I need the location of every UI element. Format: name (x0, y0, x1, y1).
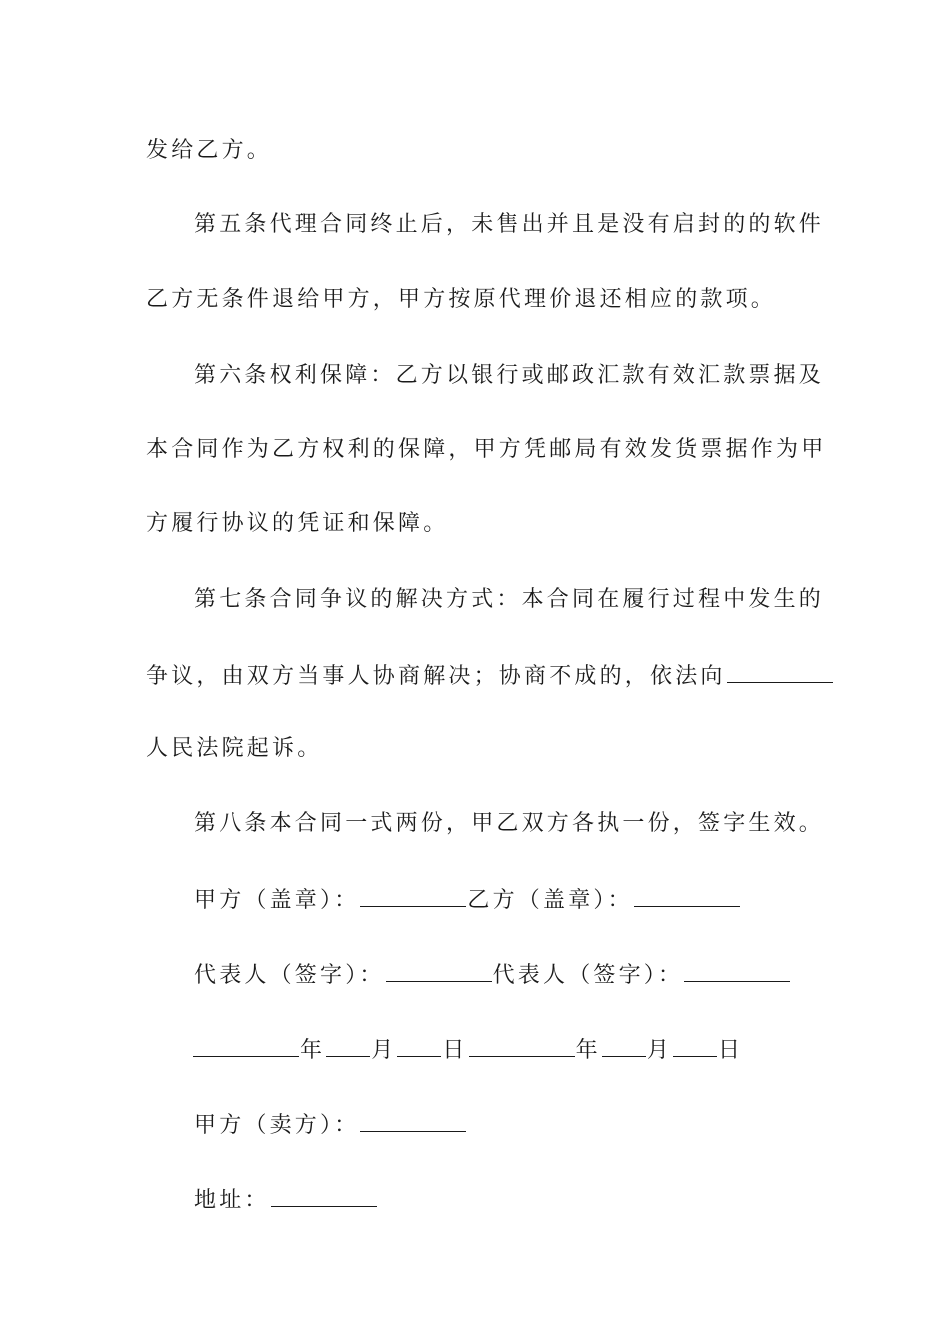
month-b-blank (602, 1034, 646, 1057)
text-line: 发给乙方。 (146, 138, 273, 163)
address-label: 地址： (194, 1188, 270, 1213)
party-a-seal-label: 甲方（盖章）： (194, 888, 360, 913)
day-a-label: 日 (442, 1038, 468, 1063)
month-a-label: 月 (371, 1038, 397, 1063)
representative-line (194, 959, 791, 991)
rep-a-label: 代表人（签字）： (194, 963, 385, 988)
rep-b-blank (684, 959, 790, 982)
year-b-blank (469, 1034, 575, 1057)
article-5-line-1: 第五条代理合同终止后，未售出并且是没有启封的的软件 (194, 212, 825, 237)
year-a-blank (193, 1034, 299, 1057)
article-6-line-3: 方履行协议的凭证和保障。 (146, 511, 449, 536)
seal-line (194, 884, 741, 916)
date-line (192, 1034, 743, 1066)
address-blank (271, 1184, 377, 1207)
seller-blank (360, 1109, 466, 1132)
article-7-line-2 (146, 660, 834, 692)
year-b-label: 年 (575, 1038, 601, 1063)
party-a-seal-blank (360, 884, 466, 907)
day-b-blank (673, 1034, 717, 1057)
party-b-seal-blank (634, 884, 740, 907)
seller-line (194, 1109, 467, 1141)
article-8: 第八条本合同一式两份，甲乙双方各执一份，签字生效。 (194, 811, 825, 836)
article-7-line-2-text: 争议，由双方当事人协商解决；协商不成的，依法向 (146, 664, 726, 689)
article-6-line-2: 本合同作为乙方权利的保障，甲方凭邮局有效发货票据作为甲 (146, 437, 827, 462)
day-b-label: 日 (718, 1038, 744, 1063)
party-b-seal-label: 乙方（盖章）： (467, 888, 633, 913)
month-a-blank (326, 1034, 370, 1057)
rep-a-blank (386, 959, 492, 982)
address-line (194, 1184, 378, 1216)
seller-label: 甲方（卖方）： (194, 1113, 360, 1138)
article-6-line-1: 第六条权利保障：乙方以银行或邮政汇款有效汇款票据及 (194, 363, 825, 388)
rep-b-label: 代表人（签字）： (492, 963, 684, 988)
month-b-label: 月 (646, 1038, 673, 1063)
article-7-line-1: 第七条合同争议的解决方式：本合同在履行过程中发生的 (194, 587, 825, 612)
court-blank (727, 660, 833, 683)
day-a-blank (397, 1034, 441, 1057)
article-5-line-2: 乙方无条件退给甲方，甲方按原代理价退还相应的款项。 (146, 287, 777, 312)
article-7-line-3: 人民法院起诉。 (146, 736, 323, 761)
year-a-label: 年 (300, 1038, 326, 1063)
